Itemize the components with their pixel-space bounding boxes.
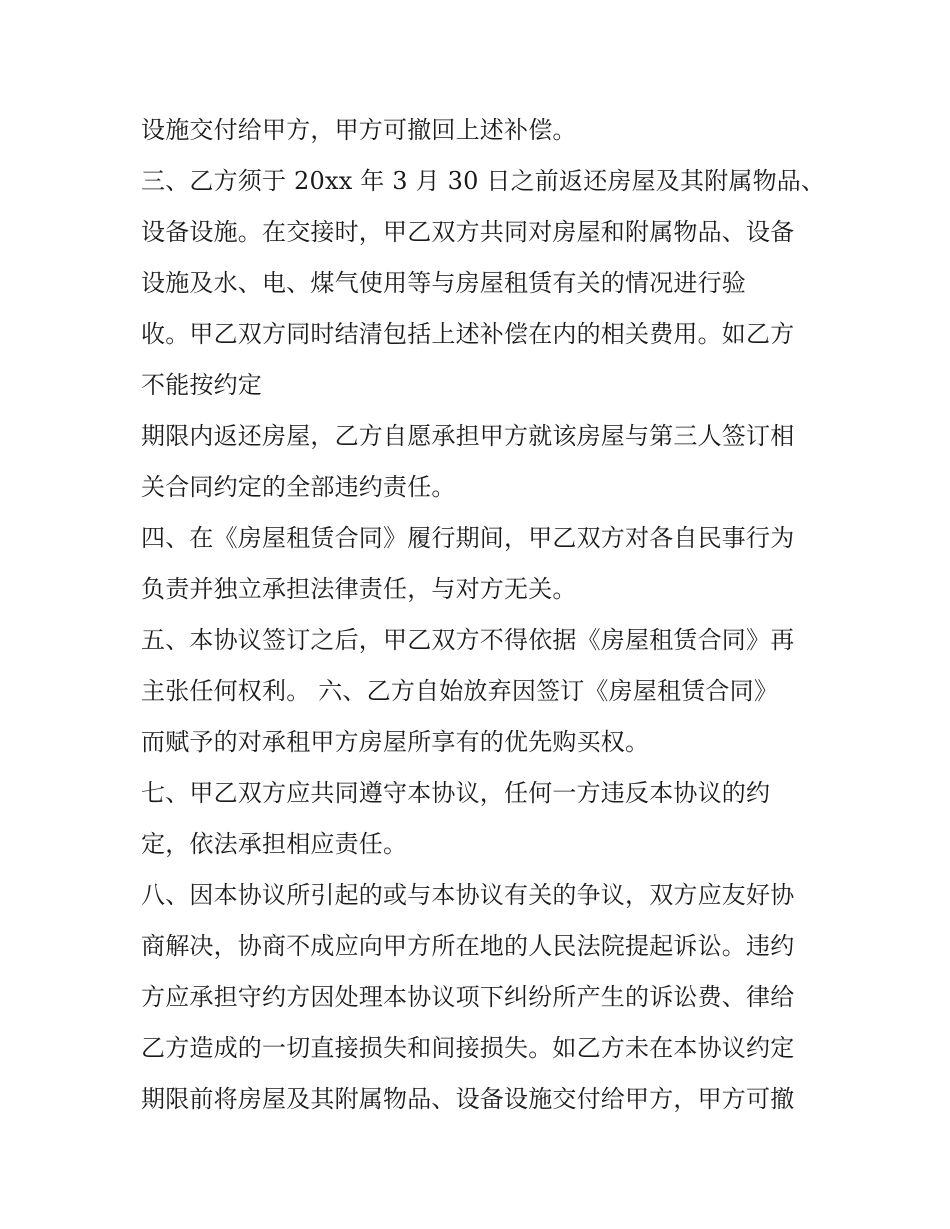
text-line: 期限内返还房屋，乙方自愿承担甲方就该房屋与第三人签订相 <box>141 422 795 450</box>
text-line: 设施及水、电、煤气使用等与房屋租赁有关的情况进行验 <box>141 269 746 297</box>
text-line: 定，依法承担相应责任。 <box>141 830 408 858</box>
text-line: 三、乙方须于 20xx 年 3 月 30 日之前返还房屋及其附属物品、 <box>141 167 826 195</box>
text-line: 八、因本协议所引起的或与本协议有关的争议，双方应友好协 <box>141 881 795 909</box>
text-line: 收。甲乙双方同时结清包括上述补偿在内的相关费用。如乙方 <box>141 320 795 348</box>
text-line: 七、甲乙双方应共同遵守本协议，任何一方违反本协议的约 <box>141 779 771 807</box>
text-line: 五、本协议签订之后，甲乙双方不得依据《房屋租赁合同》再 <box>141 626 795 654</box>
text-line: 乙方造成的一切直接损失和间接损失。如乙方未在本协议约定 <box>141 1034 795 1062</box>
text-line: 商解决，协商不成应向甲方所在地的人民法院提起诉讼。违约 <box>141 932 795 960</box>
text-line: 四、在《房屋租赁合同》履行期间，甲乙双方对各自民事行为 <box>141 524 795 552</box>
text-line: 负责并独立承担法律责任，与对方无关。 <box>141 575 577 603</box>
text-line: 关合同约定的全部违约责任。 <box>141 473 456 501</box>
document-body <box>141 105 826 1125</box>
text-line: 期限前将房屋及其附属物品、设备设施交付给甲方，甲方可撤 <box>141 1085 795 1113</box>
text-line: 主张任何权利。 六、乙方自始放弃因签订《房屋租赁合同》 <box>141 677 779 705</box>
text-line: 设施交付给甲方，甲方可撤回上述补偿。 <box>141 116 577 144</box>
text-line: 不能按约定 <box>141 371 262 399</box>
text-line: 设备设施。在交接时，甲乙双方共同对房屋和附属物品、设备 <box>141 218 795 246</box>
text-line: 方应承担守约方因处理本协议项下纠纷所产生的诉讼费、律给 <box>141 983 795 1011</box>
text-line: 而赋予的对承租甲方房屋所享有的优先购买权。 <box>141 728 650 756</box>
